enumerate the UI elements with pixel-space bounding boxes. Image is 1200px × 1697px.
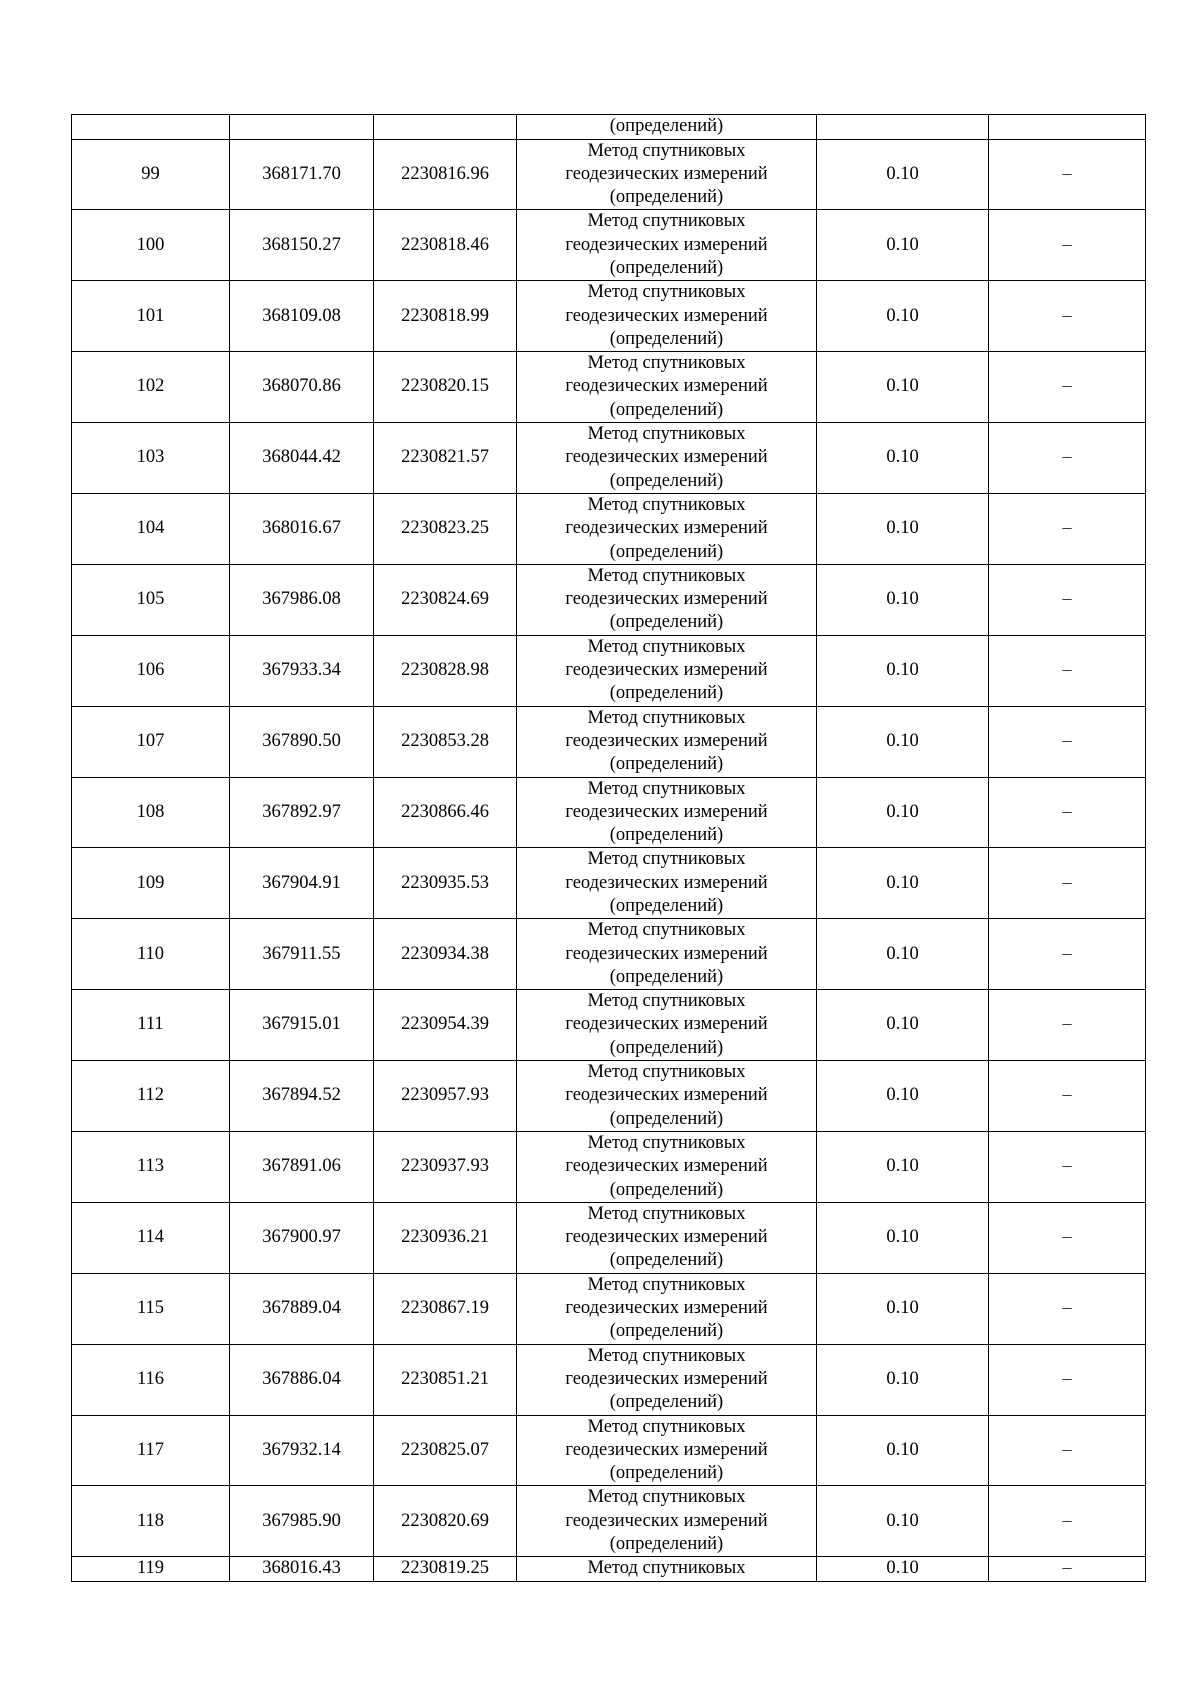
method-cell bbox=[517, 990, 817, 1061]
table-row bbox=[72, 1131, 1146, 1202]
accuracy-cell: 0.10 bbox=[817, 423, 989, 494]
method-cell bbox=[517, 139, 817, 210]
point-number-cell: 106 bbox=[72, 635, 230, 706]
method-line: Метод спутниковых bbox=[587, 1416, 746, 1437]
table-row bbox=[72, 919, 1146, 990]
method-cell bbox=[517, 635, 817, 706]
method-line: Метод спутниковых bbox=[587, 1345, 746, 1366]
method-line: Метод спутниковых bbox=[587, 282, 746, 303]
method-line: (определений) bbox=[609, 1534, 724, 1555]
note-cell: – bbox=[989, 139, 1146, 210]
y-coordinate-cell bbox=[374, 115, 517, 140]
x-coordinate-cell: 368016.43 bbox=[230, 1557, 374, 1581]
method-line: (определений) bbox=[609, 257, 724, 278]
table-row bbox=[72, 139, 1146, 210]
table-row bbox=[72, 1273, 1146, 1344]
method-line: Метод спутниковых bbox=[587, 1132, 746, 1153]
y-coordinate-cell: 2230818.46 bbox=[374, 210, 517, 281]
method-line: (определений) bbox=[609, 754, 724, 775]
method-line: Метод спутниковых bbox=[587, 1062, 746, 1083]
accuracy-cell: 0.10 bbox=[817, 1273, 989, 1344]
method-line: (определений) bbox=[609, 896, 724, 916]
table-row bbox=[72, 1202, 1146, 1273]
x-coordinate-cell: 367889.04 bbox=[230, 1273, 374, 1344]
table-row bbox=[72, 493, 1146, 564]
method-line: (определений) bbox=[609, 1321, 724, 1342]
point-number-cell: 100 bbox=[72, 210, 230, 281]
table-row bbox=[72, 1344, 1146, 1415]
point-number-cell: 116 bbox=[72, 1344, 230, 1415]
note-cell: – bbox=[989, 1557, 1146, 1581]
y-coordinate-cell: 2230821.57 bbox=[374, 423, 517, 494]
method-line: Метод спутниковых bbox=[587, 991, 746, 1012]
note-cell: – bbox=[989, 1415, 1146, 1486]
note-cell: – bbox=[989, 635, 1146, 706]
x-coordinate-cell: 368070.86 bbox=[230, 352, 374, 423]
method-line: Метод спутниковых bbox=[587, 636, 746, 657]
y-coordinate-cell: 2230867.19 bbox=[374, 1273, 517, 1344]
point-number-cell: 119 bbox=[72, 1557, 230, 1581]
note-cell: – bbox=[989, 1202, 1146, 1273]
accuracy-cell: 0.10 bbox=[817, 1202, 989, 1273]
note-cell: – bbox=[989, 777, 1146, 848]
point-number-cell: 118 bbox=[72, 1486, 230, 1557]
x-coordinate-cell: 367985.90 bbox=[230, 1486, 374, 1557]
y-coordinate-cell: 2230937.93 bbox=[374, 1131, 517, 1202]
note-cell: – bbox=[989, 564, 1146, 635]
method-line: геодезических измерений bbox=[565, 730, 768, 751]
method-cell bbox=[517, 352, 817, 423]
method-line: геодезических измерений bbox=[565, 660, 768, 681]
table-row bbox=[72, 423, 1146, 494]
method-line: (определений) bbox=[609, 1250, 724, 1271]
point-number-cell: 99 bbox=[72, 139, 230, 210]
accuracy-cell: 0.10 bbox=[817, 1415, 989, 1486]
method-line: (определений) bbox=[609, 470, 724, 491]
accuracy-cell: 0.10 bbox=[817, 919, 989, 990]
point-number-cell: 104 bbox=[72, 493, 230, 564]
table-row bbox=[72, 1061, 1146, 1132]
y-coordinate-cell: 2230823.25 bbox=[374, 493, 517, 564]
y-coordinate-cell: 2230853.28 bbox=[374, 706, 517, 777]
method-line: Метод спутниковых bbox=[587, 140, 746, 161]
method-cell bbox=[517, 281, 817, 352]
y-coordinate-cell: 2230816.96 bbox=[374, 139, 517, 210]
y-coordinate-cell: 2230820.69 bbox=[374, 1486, 517, 1557]
table-row bbox=[72, 848, 1146, 919]
accuracy-cell: 0.10 bbox=[817, 493, 989, 564]
accuracy-cell: 0.10 bbox=[817, 281, 989, 352]
x-coordinate-cell: 367892.97 bbox=[230, 777, 374, 848]
method-cell: Метод спутниковых bbox=[517, 1557, 817, 1581]
x-coordinate-cell: 367933.34 bbox=[230, 635, 374, 706]
method-line: Метод спутниковых bbox=[587, 211, 746, 232]
note-cell: – bbox=[989, 281, 1146, 352]
method-line: (определений) bbox=[609, 1037, 724, 1058]
method-line: (определений) bbox=[609, 612, 724, 633]
y-coordinate-cell: 2230935.53 bbox=[374, 848, 517, 919]
note-cell: – bbox=[989, 848, 1146, 919]
note-cell: – bbox=[989, 1486, 1146, 1557]
method-cell: (определений) bbox=[517, 115, 817, 140]
point-number-cell: 105 bbox=[72, 564, 230, 635]
method-line: Метод спутниковых bbox=[587, 707, 746, 728]
method-cell bbox=[517, 919, 817, 990]
note-cell: – bbox=[989, 1273, 1146, 1344]
accuracy-cell: 0.10 bbox=[817, 1486, 989, 1557]
method-line: геодезических измерений bbox=[565, 1510, 768, 1531]
y-coordinate-cell: 2230851.21 bbox=[374, 1344, 517, 1415]
table-row bbox=[72, 281, 1146, 352]
x-coordinate-cell: 367894.52 bbox=[230, 1061, 374, 1132]
point-number-cell: 114 bbox=[72, 1202, 230, 1273]
table-row bbox=[72, 635, 1146, 706]
note-cell: – bbox=[989, 1344, 1146, 1415]
table-row bbox=[72, 564, 1146, 635]
method-line: (определений) bbox=[609, 1179, 724, 1200]
point-number-cell: 115 bbox=[72, 1273, 230, 1344]
note-cell: – bbox=[989, 1131, 1146, 1202]
x-coordinate-cell: 367932.14 bbox=[230, 1415, 374, 1486]
method-line: геодезических измерений bbox=[565, 1439, 768, 1460]
y-coordinate-cell: 2230828.98 bbox=[374, 635, 517, 706]
y-coordinate-cell: 2230819.25 bbox=[374, 1557, 517, 1581]
method-line: геодезических измерений bbox=[565, 872, 768, 893]
table-row bbox=[72, 210, 1146, 281]
y-coordinate-cell: 2230866.46 bbox=[374, 777, 517, 848]
method-line: (определений) bbox=[609, 966, 724, 987]
point-number-cell: 112 bbox=[72, 1061, 230, 1132]
method-cell bbox=[517, 1273, 817, 1344]
table-body bbox=[72, 115, 1146, 1582]
x-coordinate-cell: 368150.27 bbox=[230, 210, 374, 281]
method-line: Метод спутниковых bbox=[587, 920, 746, 941]
point-number-cell: 103 bbox=[72, 423, 230, 494]
method-line: геодезических измерений bbox=[565, 1085, 768, 1106]
note-cell: – bbox=[989, 706, 1146, 777]
accuracy-cell: 0.10 bbox=[817, 635, 989, 706]
method-cell bbox=[517, 1486, 817, 1557]
point-number-cell bbox=[72, 115, 230, 140]
y-coordinate-cell: 2230825.07 bbox=[374, 1415, 517, 1486]
accuracy-cell: 0.10 bbox=[817, 1557, 989, 1581]
table-row bbox=[72, 352, 1146, 423]
point-number-cell: 107 bbox=[72, 706, 230, 777]
method-line: (определений) bbox=[609, 1108, 724, 1129]
point-number-cell: 101 bbox=[72, 281, 230, 352]
method-line: Метод спутниковых bbox=[587, 1274, 746, 1295]
x-coordinate-cell: 367904.91 bbox=[230, 848, 374, 919]
note-cell bbox=[989, 115, 1146, 140]
x-coordinate-cell bbox=[230, 115, 374, 140]
y-coordinate-cell: 2230820.15 bbox=[374, 352, 517, 423]
note-cell: – bbox=[989, 352, 1146, 423]
x-coordinate-cell: 367911.55 bbox=[230, 919, 374, 990]
method-cell bbox=[517, 1415, 817, 1486]
method-line: геодезических измерений bbox=[565, 801, 768, 822]
method-line: Метод спутниковых bbox=[587, 424, 746, 445]
method-line: геодезических измерений bbox=[565, 943, 768, 964]
method-line: геодезических измерений bbox=[565, 1227, 768, 1248]
x-coordinate-cell: 367986.08 bbox=[230, 564, 374, 635]
point-number-cell: 108 bbox=[72, 777, 230, 848]
method-line: геодезических измерений bbox=[565, 589, 768, 610]
note-cell: – bbox=[989, 990, 1146, 1061]
note-cell: – bbox=[989, 423, 1146, 494]
accuracy-cell: 0.10 bbox=[817, 777, 989, 848]
method-cell bbox=[517, 493, 817, 564]
method-line: Метод спутниковых bbox=[587, 849, 746, 870]
method-line: геодезических измерений bbox=[565, 447, 768, 468]
point-number-cell: 102 bbox=[72, 352, 230, 423]
y-coordinate-cell: 2230824.69 bbox=[374, 564, 517, 635]
accuracy-cell: 0.10 bbox=[817, 848, 989, 919]
method-line: (определений) bbox=[609, 187, 724, 208]
x-coordinate-cell: 367891.06 bbox=[230, 1131, 374, 1202]
y-coordinate-cell: 2230818.99 bbox=[374, 281, 517, 352]
table-row bbox=[72, 777, 1146, 848]
method-line: геодезических измерений bbox=[565, 163, 768, 184]
point-number-cell: 111 bbox=[72, 990, 230, 1061]
x-coordinate-cell: 367886.04 bbox=[230, 1344, 374, 1415]
method-line: (определений) bbox=[609, 1392, 724, 1413]
accuracy-cell: 0.10 bbox=[817, 1061, 989, 1132]
point-number-cell: 113 bbox=[72, 1131, 230, 1202]
note-cell: – bbox=[989, 1061, 1146, 1132]
method-cell bbox=[517, 210, 817, 281]
x-coordinate-cell: 367900.97 bbox=[230, 1202, 374, 1273]
y-coordinate-cell: 2230934.38 bbox=[374, 919, 517, 990]
point-number-cell: 109 bbox=[72, 848, 230, 919]
accuracy-cell: 0.10 bbox=[817, 139, 989, 210]
method-cell bbox=[517, 423, 817, 494]
accuracy-cell: 0.10 bbox=[817, 210, 989, 281]
method-line: Метод спутниковых bbox=[587, 1203, 746, 1224]
point-number-cell: 110 bbox=[72, 919, 230, 990]
method-line: Метод спутниковых bbox=[587, 778, 746, 799]
method-line: геодезических измерений bbox=[565, 1014, 768, 1035]
method-line: геодезических измерений bbox=[565, 234, 768, 255]
method-line: (определений) bbox=[609, 683, 724, 704]
x-coordinate-cell: 368109.08 bbox=[230, 281, 374, 352]
method-line: геодезических измерений bbox=[565, 1156, 768, 1177]
method-cell bbox=[517, 848, 817, 919]
note-cell: – bbox=[989, 493, 1146, 564]
method-line: Метод спутниковых bbox=[587, 353, 746, 374]
method-line: Метод спутниковых bbox=[587, 565, 746, 586]
method-line: (определений) bbox=[609, 399, 724, 420]
method-line: геодезических измерений bbox=[565, 305, 768, 326]
coordinates-table bbox=[71, 114, 1146, 1582]
table-row bbox=[72, 990, 1146, 1061]
method-line: (определений) bbox=[609, 1463, 724, 1484]
accuracy-cell: 0.10 bbox=[817, 706, 989, 777]
x-coordinate-cell: 368171.70 bbox=[230, 139, 374, 210]
method-cell bbox=[517, 777, 817, 848]
x-coordinate-cell: 368044.42 bbox=[230, 423, 374, 494]
method-line: Метод спутниковых bbox=[587, 494, 746, 515]
x-coordinate-cell: 367915.01 bbox=[230, 990, 374, 1061]
accuracy-cell: 0.10 bbox=[817, 990, 989, 1061]
note-cell: – bbox=[989, 210, 1146, 281]
method-line: геодезических измерений bbox=[565, 376, 768, 397]
y-coordinate-cell: 2230954.39 bbox=[374, 990, 517, 1061]
method-line: (определений) bbox=[609, 541, 724, 562]
method-line: геодезических измерений bbox=[565, 1368, 768, 1389]
table-row bbox=[72, 706, 1146, 777]
table-row-continued bbox=[72, 115, 1146, 140]
accuracy-cell: 0.10 bbox=[817, 1131, 989, 1202]
accuracy-cell bbox=[817, 115, 989, 140]
method-line: геодезических измерений bbox=[565, 1298, 768, 1319]
table-row bbox=[72, 1486, 1146, 1557]
method-cell bbox=[517, 1202, 817, 1273]
note-cell: – bbox=[989, 919, 1146, 990]
method-line: Метод спутниковых bbox=[587, 1487, 746, 1508]
method-line: (определений) bbox=[609, 328, 724, 349]
y-coordinate-cell: 2230957.93 bbox=[374, 1061, 517, 1132]
point-number-cell: 117 bbox=[72, 1415, 230, 1486]
y-coordinate-cell: 2230936.21 bbox=[374, 1202, 517, 1273]
accuracy-cell: 0.10 bbox=[817, 352, 989, 423]
method-cell bbox=[517, 706, 817, 777]
table-row bbox=[72, 1415, 1146, 1486]
method-cell bbox=[517, 1131, 817, 1202]
x-coordinate-cell: 367890.50 bbox=[230, 706, 374, 777]
x-coordinate-cell: 368016.67 bbox=[230, 493, 374, 564]
method-line: геодезических измерений bbox=[565, 518, 768, 539]
accuracy-cell: 0.10 bbox=[817, 1344, 989, 1415]
table-row-partial bbox=[72, 1557, 1146, 1581]
accuracy-cell: 0.10 bbox=[817, 564, 989, 635]
method-cell bbox=[517, 1061, 817, 1132]
method-line: (определений) bbox=[609, 825, 724, 846]
method-cell bbox=[517, 564, 817, 635]
method-cell bbox=[517, 1344, 817, 1415]
